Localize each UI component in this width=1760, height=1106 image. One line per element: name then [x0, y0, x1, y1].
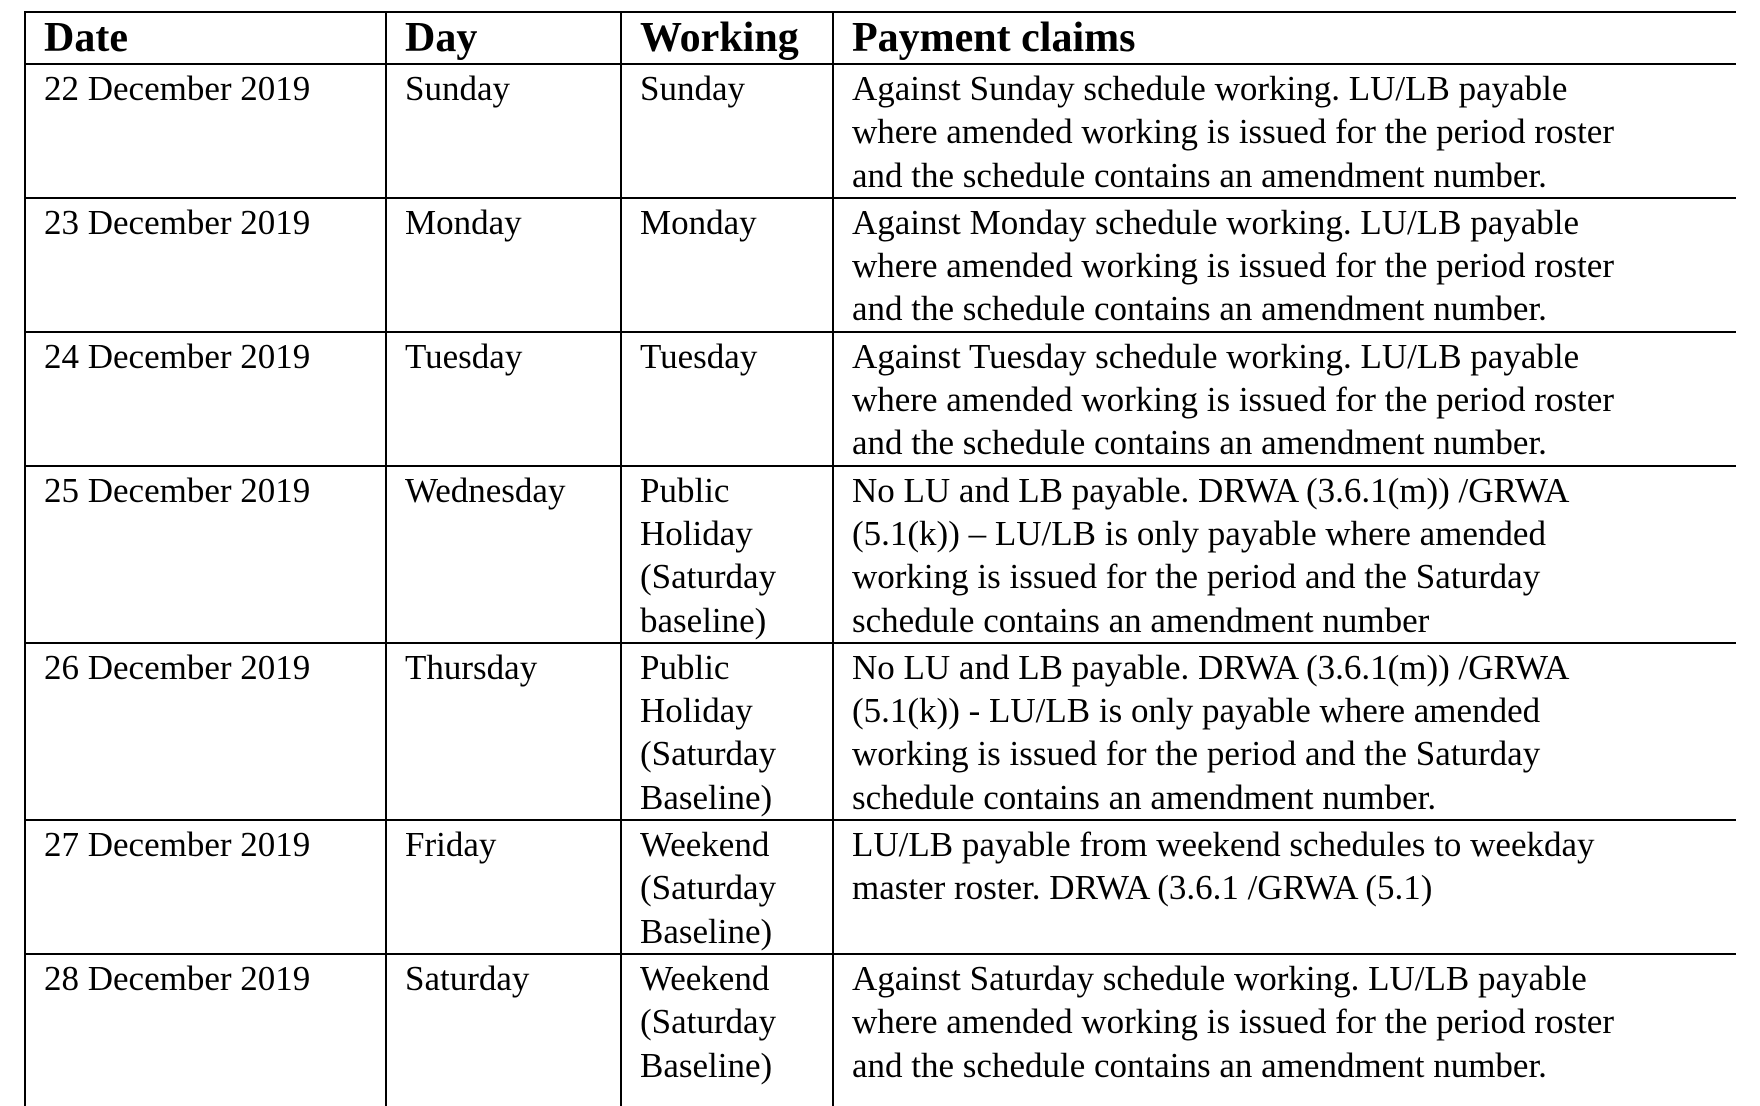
- cell-day: Thursday: [386, 643, 621, 820]
- cell-day: Sunday: [386, 64, 621, 198]
- cell-date: 28 December 2019: [25, 954, 386, 1106]
- cell-day: Wednesday: [386, 466, 621, 643]
- table-row: [25, 466, 1736, 643]
- cell-payment-claims: No LU and LB payable. DRWA (3.6.1(m)) /GRWA (5.1(k)) - LU/LB is only payable where amended working is issued for the period and the Saturday schedule contains an amendment number.: [833, 643, 1736, 820]
- cell-working: Weekend (Saturday Baseline): [621, 954, 833, 1106]
- cell-date: 27 December 2019: [25, 820, 386, 954]
- cell-working: Weekend (Saturday Baseline): [621, 820, 833, 954]
- table-row: [25, 820, 1736, 954]
- cell-day: Saturday: [386, 954, 621, 1106]
- cell-working: Monday: [621, 198, 833, 332]
- cell-day: Friday: [386, 820, 621, 954]
- cell-date: 24 December 2019: [25, 332, 386, 466]
- cell-payment-claims: Against Saturday schedule working. LU/LB payable where amended working is issued for the period roster and the schedule contains an amendment number.: [833, 954, 1736, 1106]
- table-row: [25, 954, 1736, 1106]
- cell-date: 23 December 2019: [25, 198, 386, 332]
- header-payment-claims: Payment claims: [833, 12, 1736, 64]
- cell-working: Sunday: [621, 64, 833, 198]
- header-day: Day: [386, 12, 621, 64]
- document-page: [24, 11, 1736, 1106]
- table-row: [25, 332, 1736, 466]
- cell-working: Public Holiday (Saturday Baseline): [621, 643, 833, 820]
- cell-working: Public Holiday (Saturday baseline): [621, 466, 833, 643]
- cell-payment-claims: No LU and LB payable. DRWA (3.6.1(m)) /GRWA (5.1(k)) – LU/LB is only payable where amended working is issued for the period and the Saturday schedule contains an amendment number: [833, 466, 1736, 643]
- cell-payment-claims: Against Tuesday schedule working. LU/LB payable where amended working is issued for the period roster and the schedule contains an amendment number.: [833, 332, 1736, 466]
- table-header-row: [25, 12, 1736, 64]
- payment-claims-table: [24, 11, 1736, 1106]
- table-row: [25, 198, 1736, 332]
- cell-payment-claims: Against Monday schedule working. LU/LB payable where amended working is issued for the period roster and the schedule contains an amendment number.: [833, 198, 1736, 332]
- header-working: Working: [621, 12, 833, 64]
- header-date: Date: [25, 12, 386, 64]
- cell-date: 25 December 2019: [25, 466, 386, 643]
- cell-payment-claims: Against Sunday schedule working. LU/LB payable where amended working is issued for the period roster and the schedule contains an amendment number.: [833, 64, 1736, 198]
- table-row: [25, 64, 1736, 198]
- cell-date: 26 December 2019: [25, 643, 386, 820]
- cell-day: Tuesday: [386, 332, 621, 466]
- cell-working: Tuesday: [621, 332, 833, 466]
- table-row: [25, 643, 1736, 820]
- cell-date: 22 December 2019: [25, 64, 386, 198]
- cell-payment-claims: LU/LB payable from weekend schedules to weekday master roster. DRWA (3.6.1 /GRWA (5.1): [833, 820, 1736, 954]
- cell-day: Monday: [386, 198, 621, 332]
